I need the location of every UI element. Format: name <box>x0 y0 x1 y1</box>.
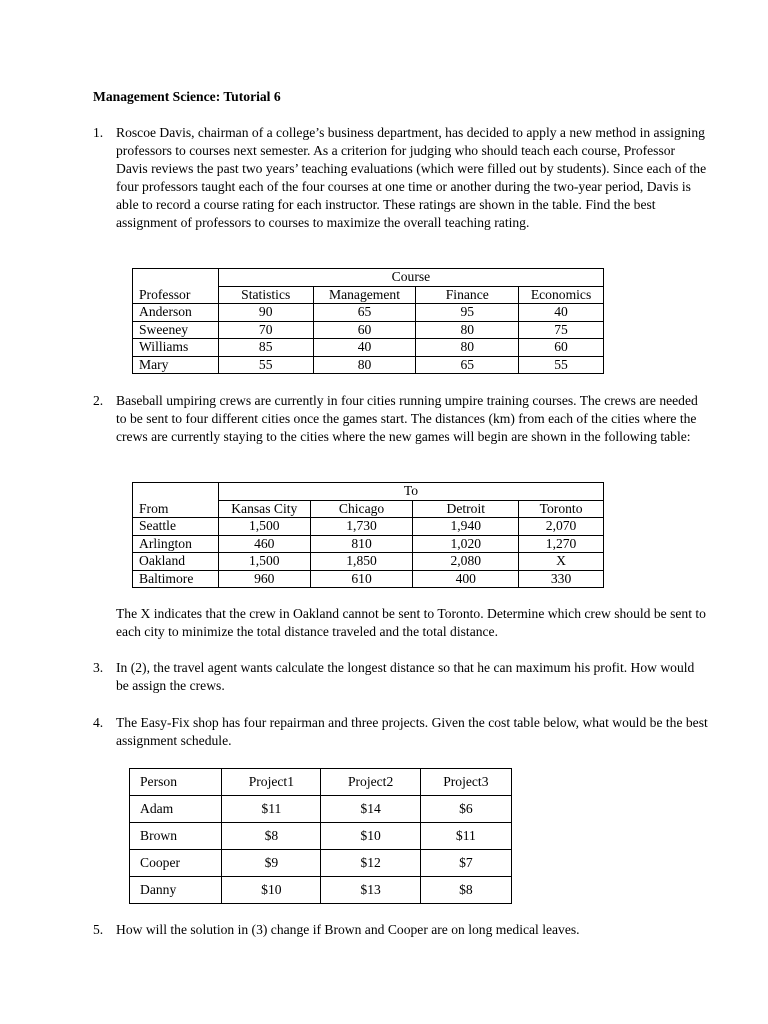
page-title: Management Science: Tutorial 6 <box>93 89 281 104</box>
row-label: Arlington <box>133 535 219 553</box>
question-number: 3. <box>93 660 104 675</box>
question-text: How will the solution in (3) change if Brown and Cooper are on long medical leaves. <box>116 922 580 937</box>
column-header: Kansas City <box>218 500 310 518</box>
column-header: Person <box>130 769 222 796</box>
column-header: Project3 <box>420 769 511 796</box>
column-header: Project2 <box>321 769 420 796</box>
table-row <box>133 553 604 571</box>
question-number: 1. <box>93 125 104 140</box>
row-label: Seattle <box>133 518 219 536</box>
question-1 <box>93 124 708 232</box>
row-label: Brown <box>130 823 222 850</box>
table-row <box>130 796 512 823</box>
column-header: Toronto <box>519 500 604 518</box>
table-cell: 80 <box>416 321 519 339</box>
table-row-header: Professor <box>133 286 219 304</box>
column-header: Statistics <box>218 286 313 304</box>
row-label: Adam <box>130 796 222 823</box>
table-cell: 1,270 <box>519 535 604 553</box>
distance-table <box>132 482 604 588</box>
question-2-note <box>93 605 708 641</box>
column-header: Project1 <box>222 769 321 796</box>
column-header: Detroit <box>413 500 519 518</box>
table-group-header: Course <box>218 269 603 287</box>
question-3 <box>93 659 708 695</box>
row-label: Anderson <box>133 304 219 322</box>
table-cell: $6 <box>420 796 511 823</box>
question-2 <box>93 392 708 446</box>
table-cell: $12 <box>321 850 420 877</box>
ratings-table <box>132 268 604 374</box>
cost-table <box>129 768 512 904</box>
table-cell: X <box>519 553 604 571</box>
table-cell: $11 <box>420 823 511 850</box>
note-text: The X indicates that the crew in Oakland cannot be sent to Toronto. Determine which crew should be sent to each city to minimize the total distance traveled and the total distance. <box>116 606 706 639</box>
column-header: Finance <box>416 286 519 304</box>
row-label: Oakland <box>133 553 219 571</box>
table-cell: 65 <box>416 356 519 374</box>
table-cell: $10 <box>321 823 420 850</box>
table-cell: 55 <box>519 356 604 374</box>
table-cell: 1,500 <box>218 553 310 571</box>
row-label: Williams <box>133 339 219 357</box>
table-cell: 65 <box>313 304 416 322</box>
table-row <box>133 535 604 553</box>
table-cell: 960 <box>218 570 310 588</box>
question-text: The Easy-Fix shop has four repairman and three projects. Given the cost table below, what would be the best assignment schedule. <box>116 715 708 748</box>
table-cell: 40 <box>313 339 416 357</box>
table-row <box>130 850 512 877</box>
table-cell: 1,730 <box>310 518 413 536</box>
table-cell: 1,500 <box>218 518 310 536</box>
table-cell: $7 <box>420 850 511 877</box>
table-cell: $8 <box>222 823 321 850</box>
question-5 <box>93 921 708 939</box>
table-cell: 70 <box>218 321 313 339</box>
question-number: 5. <box>93 922 104 937</box>
table-row <box>133 321 604 339</box>
table-cell: 1,020 <box>413 535 519 553</box>
row-label: Sweeney <box>133 321 219 339</box>
table-cell: 2,080 <box>413 553 519 571</box>
table-cell: 810 <box>310 535 413 553</box>
table-cell: 80 <box>313 356 416 374</box>
table-row <box>133 356 604 374</box>
table-cell: 55 <box>218 356 313 374</box>
table-cell: $13 <box>321 877 420 904</box>
table-group-header: To <box>218 483 603 501</box>
column-header: Management <box>313 286 416 304</box>
table-row-header: From <box>133 500 219 518</box>
table-row <box>133 570 604 588</box>
table-row <box>133 518 604 536</box>
table-cell: 85 <box>218 339 313 357</box>
table-cell: 2,070 <box>519 518 604 536</box>
table-cell: $14 <box>321 796 420 823</box>
question-number: 2. <box>93 393 104 408</box>
table-cell: 330 <box>519 570 604 588</box>
table-row <box>133 304 604 322</box>
row-label: Mary <box>133 356 219 374</box>
table-cell: $10 <box>222 877 321 904</box>
table-cell: $9 <box>222 850 321 877</box>
table-row <box>133 339 604 357</box>
table-row <box>130 877 512 904</box>
table-cell: $8 <box>420 877 511 904</box>
question-text: In (2), the travel agent wants calculate the longest distance so that he can maximum his profit. How would be assign the crews. <box>116 660 695 693</box>
table-cell: 90 <box>218 304 313 322</box>
column-header: Chicago <box>310 500 413 518</box>
table-row <box>130 823 512 850</box>
table-cell: 1,940 <box>413 518 519 536</box>
row-label: Danny <box>130 877 222 904</box>
table-cell: 75 <box>519 321 604 339</box>
column-header: Economics <box>519 286 604 304</box>
table-cell: $11 <box>222 796 321 823</box>
question-4 <box>93 714 708 750</box>
table-cell: 400 <box>413 570 519 588</box>
table-cell: 40 <box>519 304 604 322</box>
table-cell: 60 <box>519 339 604 357</box>
question-number: 4. <box>93 715 104 730</box>
table-cell: 60 <box>313 321 416 339</box>
row-label: Baltimore <box>133 570 219 588</box>
table-cell: 610 <box>310 570 413 588</box>
table-cell: 80 <box>416 339 519 357</box>
row-label: Cooper <box>130 850 222 877</box>
table-cell: 460 <box>218 535 310 553</box>
table-cell: 95 <box>416 304 519 322</box>
question-text: Baseball umpiring crews are currently in four cities running umpire training courses. The crews are needed to be sent to four different cities once the games start. The distances (km) from each of the cities where the crews are currently staying to the cities where the new games will begin are shown in the following table: <box>116 393 698 444</box>
table-cell: 1,850 <box>310 553 413 571</box>
question-text: Roscoe Davis, chairman of a college’s business department, has decided to apply a new method in assigning professors to courses next semester. As a criterion for judging who should teach each course, Professor Davis reviews the past two years’ teaching evaluations (which were filled out by students). Since each of the four professors taught each of the four courses at one time or another during the two-year period, Davis is able to record a course rating for each instructor. These ratings are shown in the table. Find the best assignment of professors to courses to maximize the overall teaching rating. <box>116 125 707 230</box>
